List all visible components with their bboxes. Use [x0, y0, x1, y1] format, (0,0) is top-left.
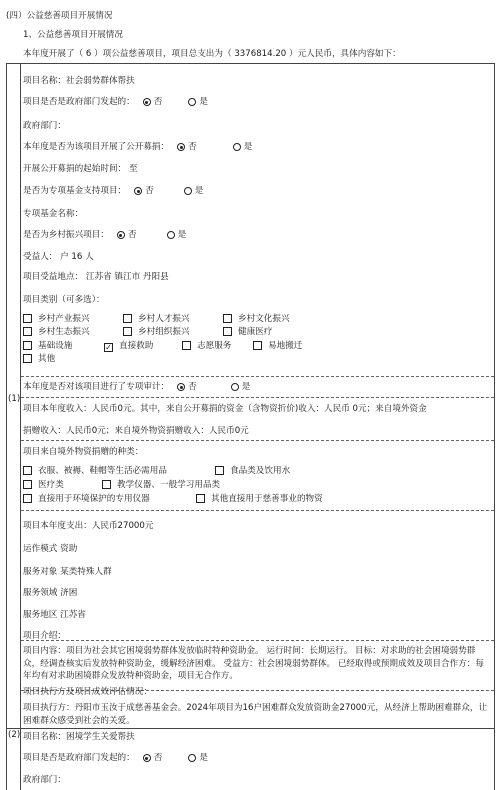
- checkbox-icon: [23, 314, 32, 323]
- dashed-separator: [21, 376, 494, 377]
- category-label: 易地搬迁: [268, 341, 303, 351]
- radio-no-label: 否: [153, 753, 163, 763]
- radio-yes-label: 是: [177, 230, 187, 240]
- radio-yes[interactable]: [184, 187, 192, 195]
- dashed-separator: [21, 440, 494, 441]
- service-target: 服务对象 某类特殊人群: [23, 567, 112, 577]
- gov-initiated-row: [23, 96, 208, 108]
- dashed-separator: [21, 640, 494, 641]
- operation-mode: 运作模式 资助: [23, 544, 78, 554]
- checkbox-icon: [223, 314, 232, 323]
- radio-yes[interactable]: [233, 143, 241, 151]
- radio-yes-label: 是: [243, 142, 253, 152]
- foreign-goods-title: 项目来自境外物资捐赠的种类：: [23, 447, 144, 457]
- checkbox-icon: [253, 341, 262, 350]
- checkbox-icon: [123, 314, 132, 323]
- checkbox-icon: [223, 327, 232, 336]
- question-label: 本年度是否为该项目开展了公开募捐：: [23, 142, 170, 152]
- audit-row: [23, 381, 250, 393]
- radio-yes-label: 是: [199, 753, 208, 763]
- row-label-1: (1): [8, 394, 21, 404]
- goods-checkbox[interactable]: [23, 492, 150, 504]
- goods-label: 直接用于环境保护的专用仪器: [38, 494, 150, 504]
- radio-no-label: 否: [188, 142, 197, 152]
- question-label: 是否为乡村振兴项目：: [23, 230, 109, 240]
- table-left-border: [6, 63, 7, 790]
- goods-label: 食品类及饮用水: [230, 466, 291, 476]
- category-label: 基础设施: [38, 341, 73, 351]
- goods-checkbox[interactable]: [102, 478, 220, 490]
- dashed-separator: [21, 510, 494, 511]
- category-checkbox[interactable]: [23, 339, 72, 351]
- category-label: 直接救助: [119, 341, 154, 351]
- section-heading: (四）公益慈善项目开展情况: [6, 11, 113, 21]
- goods-label: 衣服、被褥、鞋帽等生活必需用品: [38, 466, 167, 476]
- checkbox-icon: [23, 354, 32, 363]
- category-checkbox[interactable]: [123, 312, 190, 324]
- service-area: 服务地区 江苏省: [23, 610, 86, 620]
- checkbox-icon: [215, 466, 224, 475]
- gov-initiated-row: [23, 752, 208, 764]
- goods-label: 教学仪器、一般学习用品类: [117, 480, 221, 490]
- category-label: 其他: [38, 354, 56, 364]
- radio-yes-label: 是: [194, 186, 204, 196]
- radio-yes[interactable]: [188, 754, 196, 762]
- income-line-1: 项目本年度收入：人民币0元。其中，来自公开募捐的资金（含物资折价)收入：人民币 0元；来自境外资金: [23, 404, 427, 414]
- radio-no[interactable]: [134, 187, 142, 195]
- summary-text: 本年度开展了（ 6 ）项公益慈善项目，项目总支出为（ 3376814.20 ）元人民币，具体内容如下：: [23, 49, 401, 59]
- radio-yes-label: 是: [199, 97, 208, 107]
- intro-text: 项目内容：项目为社会其它困境弱势群体发放临时特种资助金。 运行时间：长期运行。 目标：对求助的社会困境弱势群众，经调查核实后发放特种资助金，缓解经济困难。 受益方：社会困境弱势群体。 已经取得或预期成效及项目合作方：每年均有对求助困境群众发放特种资助金，项目无合作方。: [23, 646, 484, 681]
- radio-no[interactable]: [143, 754, 151, 762]
- radio-yes[interactable]: [167, 231, 175, 239]
- radio-no-label: 否: [127, 230, 137, 240]
- category-checkbox[interactable]: [123, 325, 190, 337]
- project-name: 项目名称：社会弱势群体帮扶: [23, 76, 135, 86]
- category-label: 乡村产业振兴: [38, 314, 90, 324]
- category-checkbox[interactable]: [223, 312, 290, 324]
- goods-label: 其他直接用于慈善事业的物资: [211, 494, 323, 504]
- question-label: 本年度是否对该项目进行了专项审计：: [23, 382, 170, 392]
- expense: 项目本年度支出：人民币27000元: [23, 521, 154, 531]
- project-name: 项目名称：困境学生关爱帮扶: [23, 732, 135, 742]
- public-fundraising-row: [23, 141, 252, 153]
- category-checkbox[interactable]: [23, 325, 90, 337]
- category-label: 乡村组织振兴: [138, 327, 190, 337]
- service-field: 服务领域 济困: [23, 588, 78, 598]
- category-checkbox[interactable]: [23, 352, 55, 364]
- table-col-divider: [20, 63, 21, 790]
- table-right-border: [494, 63, 495, 790]
- beneficiaries: 受益人： 户 16 人: [23, 252, 94, 262]
- category-checkbox[interactable]: [223, 325, 272, 337]
- radio-no[interactable]: [177, 143, 185, 151]
- radio-no-label: 否: [145, 186, 154, 196]
- checkbox-icon: [196, 494, 205, 503]
- table-row-separator: [6, 728, 494, 729]
- income-line-2: 捐赠收入：人民币0元；来自境外物资捐赠收入：人民币0元: [23, 426, 249, 436]
- radio-yes-label: 是: [241, 382, 251, 392]
- goods-checkbox[interactable]: [23, 478, 64, 490]
- gov-dept: 政府部门：: [23, 121, 66, 131]
- category-checkbox[interactable]: [23, 312, 90, 324]
- dashed-separator: [21, 397, 494, 398]
- intro-title: 项目介绍：: [23, 631, 66, 641]
- category-label: 健康医疗: [238, 327, 273, 337]
- beneficiary-location: 项目受益地点： 江苏省 镇江市 丹阳县: [23, 272, 169, 282]
- category-checkbox[interactable]: [182, 339, 231, 351]
- gov-dept: 政府部门：: [23, 775, 66, 785]
- row-label-2: (2): [8, 730, 21, 740]
- category-title: 项目类别（可多选）：: [23, 295, 105, 305]
- checkbox-icon: [23, 480, 32, 489]
- radio-no[interactable]: [143, 98, 151, 106]
- table-top-border: [6, 63, 494, 64]
- goods-checkbox[interactable]: [23, 464, 167, 476]
- goods-checkbox[interactable]: [215, 464, 290, 476]
- category-label: 乡村人才振兴: [138, 314, 190, 324]
- checkbox-icon: [23, 494, 32, 503]
- subsection-heading: 1、公益慈善项目开展情况: [23, 30, 123, 40]
- question-label: 项目是否是政府部门发起的：: [23, 753, 135, 763]
- executor-text: 项目执行方：丹阳市玉汝于成慈善基金会。2024年项目为16户困难群众发放资助金27000元，从经济上帮助困难群众，让困难群众感受到社会的关爱。: [23, 703, 488, 726]
- goods-checkbox[interactable]: [196, 492, 323, 504]
- fundraising-start: 开展公开募捐的起始时间： 至: [23, 164, 138, 174]
- checkbox-icon: [123, 327, 132, 336]
- radio-yes[interactable]: [188, 98, 196, 106]
- checkbox-icon: [23, 466, 32, 475]
- question-label: 是否为专项基金支持项目：: [23, 186, 127, 196]
- special-fund-row: [23, 185, 203, 197]
- radio-no[interactable]: [177, 383, 185, 391]
- executor-title: 项目执行方及项目成效评估情况：: [23, 687, 152, 697]
- category-label: 乡村生态振兴: [38, 327, 90, 337]
- checkmark-icon: ✓: [105, 343, 112, 352]
- checkbox-icon: [23, 341, 32, 350]
- special-fund-name: 专项基金名称：: [23, 209, 84, 219]
- category-checkbox-checked[interactable]: [104, 339, 153, 352]
- radio-no-label: 否: [188, 382, 197, 392]
- goods-label: 医疗类: [38, 480, 64, 490]
- radio-no-label: 否: [153, 97, 163, 107]
- category-checkbox[interactable]: [253, 339, 302, 351]
- radio-no[interactable]: [117, 231, 125, 239]
- checkbox-icon: [102, 480, 111, 489]
- category-label: 志愿服务: [197, 341, 232, 351]
- category-label: 乡村文化振兴: [238, 314, 290, 324]
- radio-yes[interactable]: [231, 383, 239, 391]
- checkbox-icon: [23, 327, 32, 336]
- question-label: 项目是否是政府部门发起的：: [23, 97, 135, 107]
- checkbox-icon: [182, 341, 191, 350]
- rural-row: [23, 229, 186, 241]
